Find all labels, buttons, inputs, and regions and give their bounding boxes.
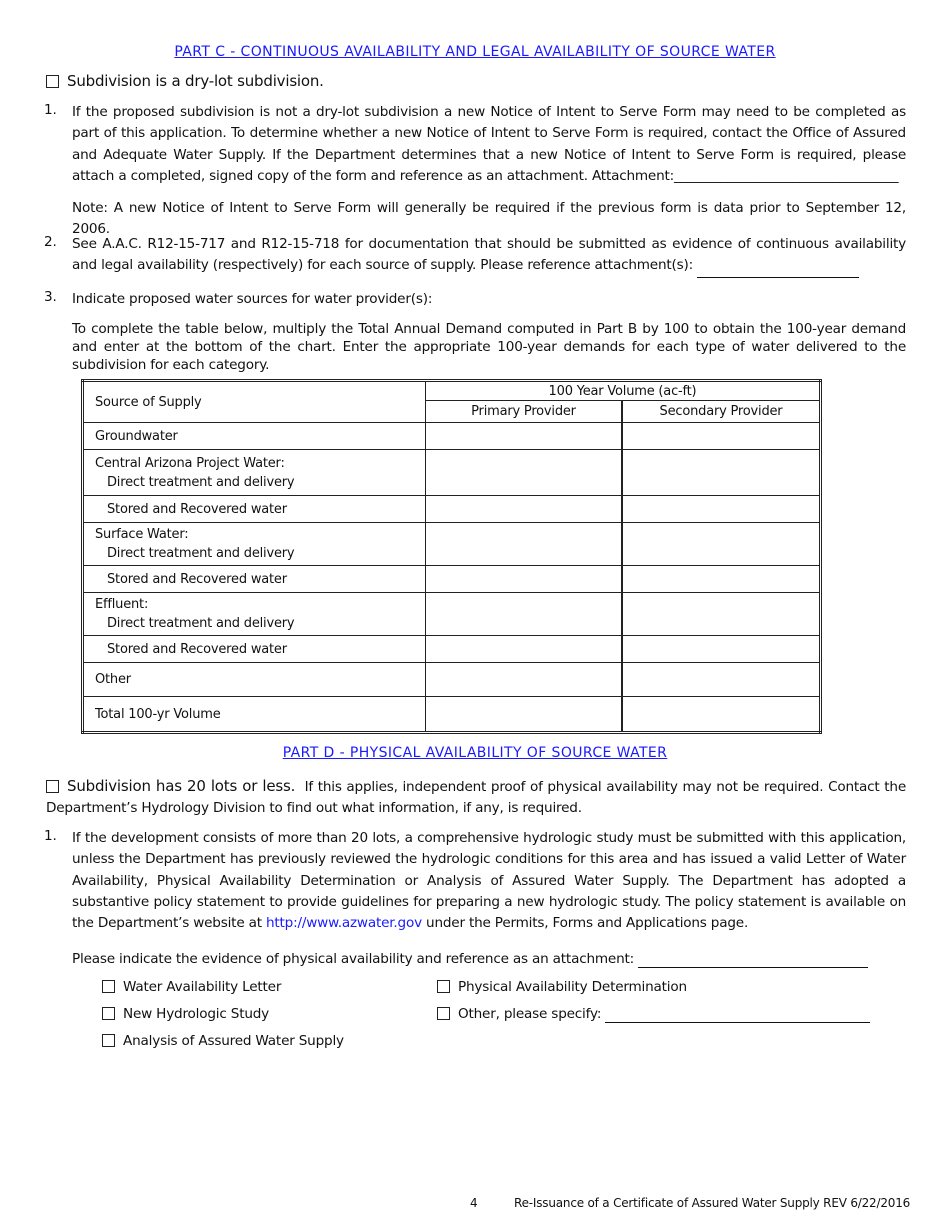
source-cell bbox=[83, 593, 426, 636]
col-primary-header: Primary Provider bbox=[426, 401, 623, 423]
primary-provider-cell[interactable] bbox=[426, 566, 623, 593]
attachment-field[interactable]: __________________________________ bbox=[674, 167, 899, 184]
source-cell bbox=[83, 423, 426, 450]
col-secondary-header: Secondary Provider bbox=[622, 401, 821, 423]
table-row bbox=[83, 423, 821, 450]
source-cell bbox=[83, 523, 426, 566]
water-sources-table bbox=[81, 379, 822, 734]
secondary-provider-cell[interactable] bbox=[622, 566, 821, 593]
table-row bbox=[83, 523, 821, 566]
table-instructions: To complete the table below, multiply the Total Annual Demand computed in Part B by 100 to obtain the 100-year demand and enter at the bottom of the chart. Enter the appropriate 100-year demands for each type of water delivered to the subdivision for each category. bbox=[72, 321, 906, 373]
option-label: New Hydrologic Study bbox=[123, 1006, 270, 1022]
other-specify-field[interactable] bbox=[605, 1006, 870, 1023]
primary-provider-cell[interactable] bbox=[426, 496, 623, 523]
part-c-item-3: Indicate proposed water sources for water provider(s): bbox=[72, 291, 433, 307]
item-text: If the proposed subdivision is not a dry-lot subdivision a new Notice of Intent to Serve Form may need to be completed as part of this application. To determine whether a new Notice of Intent to Serve Form is required, contact the Office of Assured and Adequate Water Supply. If the Department determines that a new Notice of Intent to Serve Form is required, please attach a completed, signed copy of the form and reference as an attachment. Attachment: bbox=[72, 104, 906, 184]
attachment-field[interactable] bbox=[697, 255, 859, 277]
source-sublabel: Stored and Recovered water bbox=[107, 571, 287, 587]
lots-label: Subdivision has 20 lots or less. bbox=[67, 777, 296, 795]
primary-provider-cell[interactable] bbox=[426, 636, 623, 663]
table-row bbox=[83, 450, 821, 496]
source-cell bbox=[83, 496, 426, 523]
option-label: Physical Availability Determination bbox=[458, 979, 687, 995]
source-label: Surface Water: bbox=[95, 527, 189, 542]
source-cell bbox=[83, 663, 426, 697]
part-c-item-2 bbox=[72, 234, 906, 278]
source-sublabel: Stored and Recovered water bbox=[107, 501, 287, 517]
checkbox[interactable] bbox=[437, 980, 450, 993]
source-sublabel: Direct treatment and delivery bbox=[107, 616, 295, 631]
dry-lot-option[interactable] bbox=[46, 72, 324, 90]
page-number: 4 bbox=[470, 1196, 478, 1210]
source-label: Central Arizona Project Water: bbox=[95, 455, 285, 471]
primary-provider-cell[interactable] bbox=[426, 450, 623, 496]
primary-provider-cell[interactable] bbox=[426, 697, 623, 733]
checkbox[interactable] bbox=[102, 1007, 115, 1020]
col-group-header: 100 Year Volume (ac-ft) bbox=[426, 381, 821, 401]
item-text: If the development consists of more than 20 lots, a comprehensive hydrologic study must be submitted with this application, unless the Department has previously reviewed the hydrologic conditions for this area and has issued a valid Letter of Water Availability, Physical Availability Determination or Analysis of Assured Water Supply. The Department has adopted a substantive policy statement to provide guidelines for preparing a new hydrologic study. The policy statement is available on the Department’s website at bbox=[72, 830, 906, 932]
dry-lot-checkbox[interactable] bbox=[46, 75, 59, 88]
evidence-prompt bbox=[72, 951, 868, 968]
footer-title: Re-Issuance of a Certificate of Assured Water Supply REV 6/22/2016 bbox=[514, 1196, 911, 1210]
option-water-availability-letter[interactable] bbox=[102, 979, 281, 995]
checkbox[interactable] bbox=[102, 1034, 115, 1047]
item-number: 2. bbox=[44, 234, 57, 250]
secondary-provider-cell[interactable] bbox=[622, 423, 821, 450]
item-text: See A.A.C. R12-15-717 and R12-15-718 for documentation that should be submitted as evidence of continuous availability and legal availability (respectively) for each source of supply. Please reference attachment(s): bbox=[72, 236, 906, 274]
option-physical-availability-determination[interactable] bbox=[437, 979, 687, 995]
table-row bbox=[83, 496, 821, 523]
item-number: 1. bbox=[44, 102, 57, 118]
part-c-heading: PART C - CONTINUOUS AVAILABILITY AND LEGAL AVAILABILITY OF SOURCE WATER bbox=[174, 44, 776, 60]
evidence-prompt-text: Please indicate the evidence of physical availability and reference as an attachment: bbox=[72, 951, 635, 967]
source-cell bbox=[83, 697, 426, 733]
secondary-provider-cell[interactable] bbox=[622, 636, 821, 663]
secondary-provider-cell[interactable] bbox=[622, 496, 821, 523]
source-cell bbox=[83, 450, 426, 496]
primary-provider-cell[interactable] bbox=[426, 663, 623, 697]
option-new-hydrologic-study[interactable] bbox=[102, 1006, 269, 1022]
option-label: Analysis of Assured Water Supply bbox=[123, 1033, 344, 1049]
secondary-provider-cell[interactable] bbox=[622, 523, 821, 566]
secondary-provider-cell[interactable] bbox=[622, 663, 821, 697]
azwater-link[interactable]: http://www.azwater.gov bbox=[265, 915, 422, 932]
primary-provider-cell[interactable] bbox=[426, 523, 623, 566]
item-text: under the Permits, Forms and Applications page. bbox=[426, 915, 749, 932]
lots-checkbox[interactable] bbox=[46, 780, 59, 793]
dry-lot-label: Subdivision is a dry-lot subdivision. bbox=[67, 72, 324, 90]
source-sublabel: Direct treatment and delivery bbox=[107, 546, 295, 561]
part-c-item-1 bbox=[72, 102, 906, 187]
source-cell bbox=[83, 566, 426, 593]
source-sublabel: Stored and Recovered water bbox=[107, 641, 287, 657]
evidence-attachment-field[interactable] bbox=[638, 951, 868, 968]
lots-text: If this applies, independent proof of physical availability may not be required. Contact the Department’s Hydrology Division to find out what information, if any, is required. bbox=[46, 779, 906, 817]
secondary-provider-cell[interactable] bbox=[622, 593, 821, 636]
table-row bbox=[83, 593, 821, 636]
table-row bbox=[83, 663, 821, 697]
option-label: Other, please specify: bbox=[458, 1006, 602, 1022]
item-number: 1. bbox=[44, 828, 57, 844]
source-label: Other bbox=[95, 672, 131, 687]
part-d-heading: PART D - PHYSICAL AVAILABILITY OF SOURCE WATER bbox=[282, 745, 668, 761]
primary-provider-cell[interactable] bbox=[426, 423, 623, 450]
lots-option bbox=[46, 776, 906, 820]
item-number: 3. bbox=[44, 289, 57, 305]
col-source-header: Source of Supply bbox=[83, 381, 426, 423]
secondary-provider-cell[interactable] bbox=[622, 697, 821, 733]
table-row bbox=[83, 697, 821, 733]
source-label: Total 100-yr Volume bbox=[95, 706, 221, 722]
option-analysis-assured-water-supply[interactable] bbox=[102, 1033, 344, 1049]
checkbox[interactable] bbox=[437, 1007, 450, 1020]
checkbox[interactable] bbox=[102, 980, 115, 993]
option-other[interactable] bbox=[437, 1006, 870, 1023]
secondary-provider-cell[interactable] bbox=[622, 450, 821, 496]
option-label: Water Availability Letter bbox=[123, 979, 282, 995]
source-cell bbox=[83, 636, 426, 663]
source-label: Groundwater bbox=[95, 428, 178, 444]
table-row bbox=[83, 566, 821, 593]
note: Note: A new Notice of Intent to Serve Form will generally be required if the previous form is data prior to September 12, 2006. bbox=[72, 200, 906, 238]
source-sublabel: Direct treatment and delivery bbox=[107, 474, 295, 490]
source-label: Effluent: bbox=[95, 597, 149, 612]
part-d-item-1 bbox=[72, 828, 906, 934]
table-row bbox=[83, 636, 821, 663]
primary-provider-cell[interactable] bbox=[426, 593, 623, 636]
